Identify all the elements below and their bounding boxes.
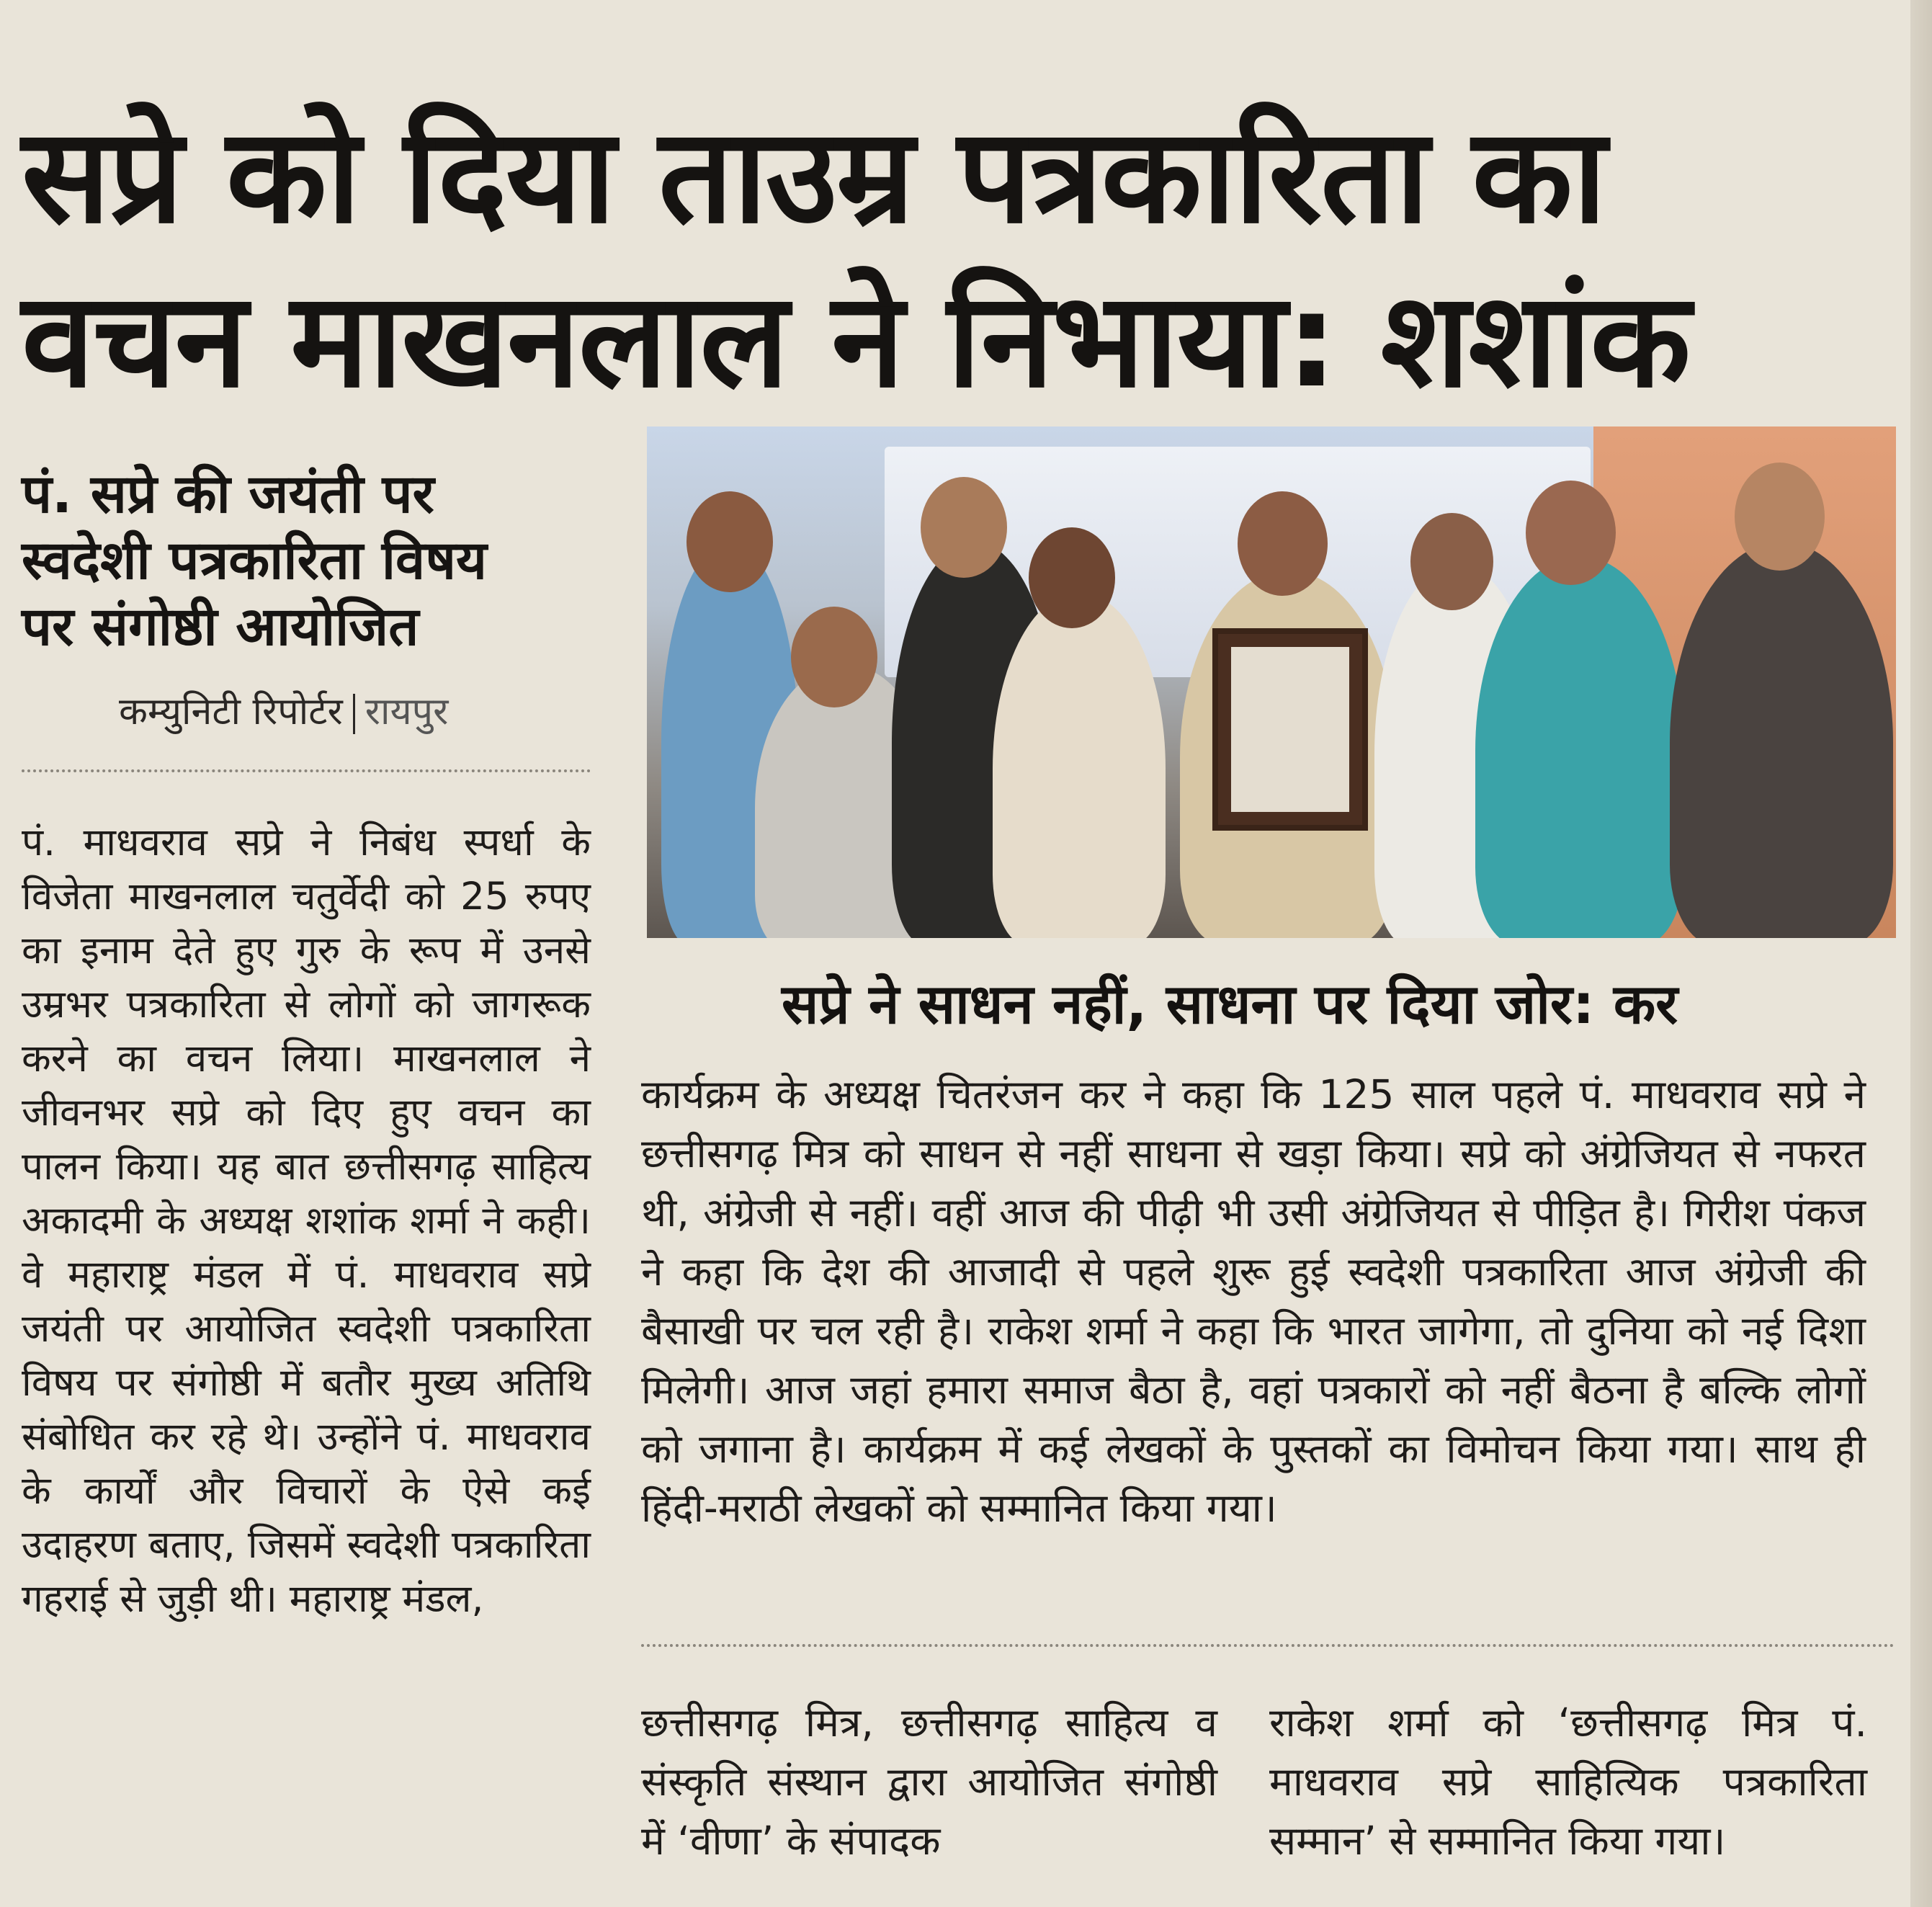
photo-person (1670, 542, 1893, 938)
headline-line-2: वचन माखनलाल ने निभाया: शशांक (22, 264, 1690, 416)
headline (22, 94, 1895, 422)
photo-person-head (1735, 463, 1825, 571)
subhead-line-1: पं. सप्रे की जयंती पर (22, 463, 434, 525)
headline-line-1: सप्रे को दिया ताउम्र पत्रकारिता का (22, 99, 1606, 252)
section-title: सप्रे ने साधन नहीं, साधना पर दिया जोर: कर (782, 972, 1678, 1036)
bottom-column-1: छत्तीसगढ़ मित्र, छत्तीसगढ़ साहित्य व संस्कृति संस्थान द्वारा आयोजित संगोष्ठी में ‘वीणा’ के संपादक (641, 1700, 1217, 1864)
bottom-column-2: राकेश शर्मा को ‘छत्तीसगढ़ मित्र पं. माधवराव सप्रे साहित्यिक पत्रकारिता सम्मान’ से सम्मानित किया गया। (1269, 1700, 1867, 1864)
photo-person (993, 592, 1166, 938)
photo-person-head (687, 491, 773, 592)
divider-left (22, 769, 591, 772)
subheadline (22, 461, 605, 660)
subhead-line-3: पर संगोष्ठी आयोजित (22, 596, 419, 658)
byline-separator (353, 694, 355, 734)
photo-person (1475, 556, 1684, 938)
event-photo (647, 426, 1896, 938)
byline-reporter: कम्युनिटी रिपोर्टर (119, 690, 343, 733)
photo-person-head (791, 607, 877, 707)
photo-person-head (1029, 527, 1115, 628)
divider-bottom (641, 1644, 1895, 1647)
right-column-body: कार्यक्रम के अध्यक्ष चितरंजन कर ने कहा कि 125 साल पहले पं. माधवराव सप्रे ने छत्तीसगढ़ मित्र को साधन से नहीं साधना से खड़ा किया। सप्रे को अंग्रेजियत से नफरत थी, अंग्रेजी से नहीं। वहीं आज की पीढ़ी भी उसी अंग्रेजियत से पीड़ित है। गिरीश पंकज ने कहा कि देश की आजादी से पहले शुरू हुई स्वदेशी पत्रकारिता आज अंग्रेजी की बैसाखी पर चल रही है। राकेश शर्मा ने कहा कि भारत जागेगा, तो दुनिया को नई दिशा मिलेगी। आज जहां हमारा समाज बैठा है, वहां पत्रकारों को नहीं बैठना है बल्कि लोगों को जगाना है। कार्यक्रम में कई लेखकों के पुस्तकों का विमोचन किया गया। साथ ही हिंदी-मराठी लेखकों को सम्मानित किया गया। (641, 1071, 1866, 1531)
photo-person-head (1238, 491, 1328, 596)
award-plaque (1212, 628, 1368, 831)
photo-person-head (1410, 513, 1493, 610)
page-edge (1910, 0, 1932, 1907)
photo-person-head (921, 477, 1007, 578)
photo-person-head (1526, 481, 1616, 585)
left-column-body: पं. माधवराव सप्रे ने निबंध स्पर्धा के विजेता माखनलाल चतुर्वेदी को 25 रुपए का इनाम देते हुए गुरु के रूप में उनसे उम्रभर पत्रकारिता से लोगों को जागरूक करने का वचन लिया। माखनलाल ने जीवनभर सप्रे को दिए हुए वचन का पालन किया। यह बात छत्तीसगढ़ साहित्य अकादमी के अध्यक्ष शशांक शर्मा ने कही। वे महाराष्ट्र मंडल में पं. माधवराव सप्रे जयंती पर आयोजित स्वदेशी पत्रकारिता विषय पर संगोष्ठी में बतौर मुख्य अतिथि संबोधित कर रहे थे। उन्होंने पं. माधवराव के कार्यों और विचारों के ऐसे कई उदाहरण बताए, जिसमें स्वदेशी पत्रकारिता गहराई से जुड़ी थी। महाराष्ट्र मंडल, (22, 821, 591, 1621)
byline (119, 684, 448, 736)
subhead-line-2: स्वदेशी पत्रकारिता विषय (22, 530, 487, 591)
byline-city: रायपुर (365, 690, 449, 733)
